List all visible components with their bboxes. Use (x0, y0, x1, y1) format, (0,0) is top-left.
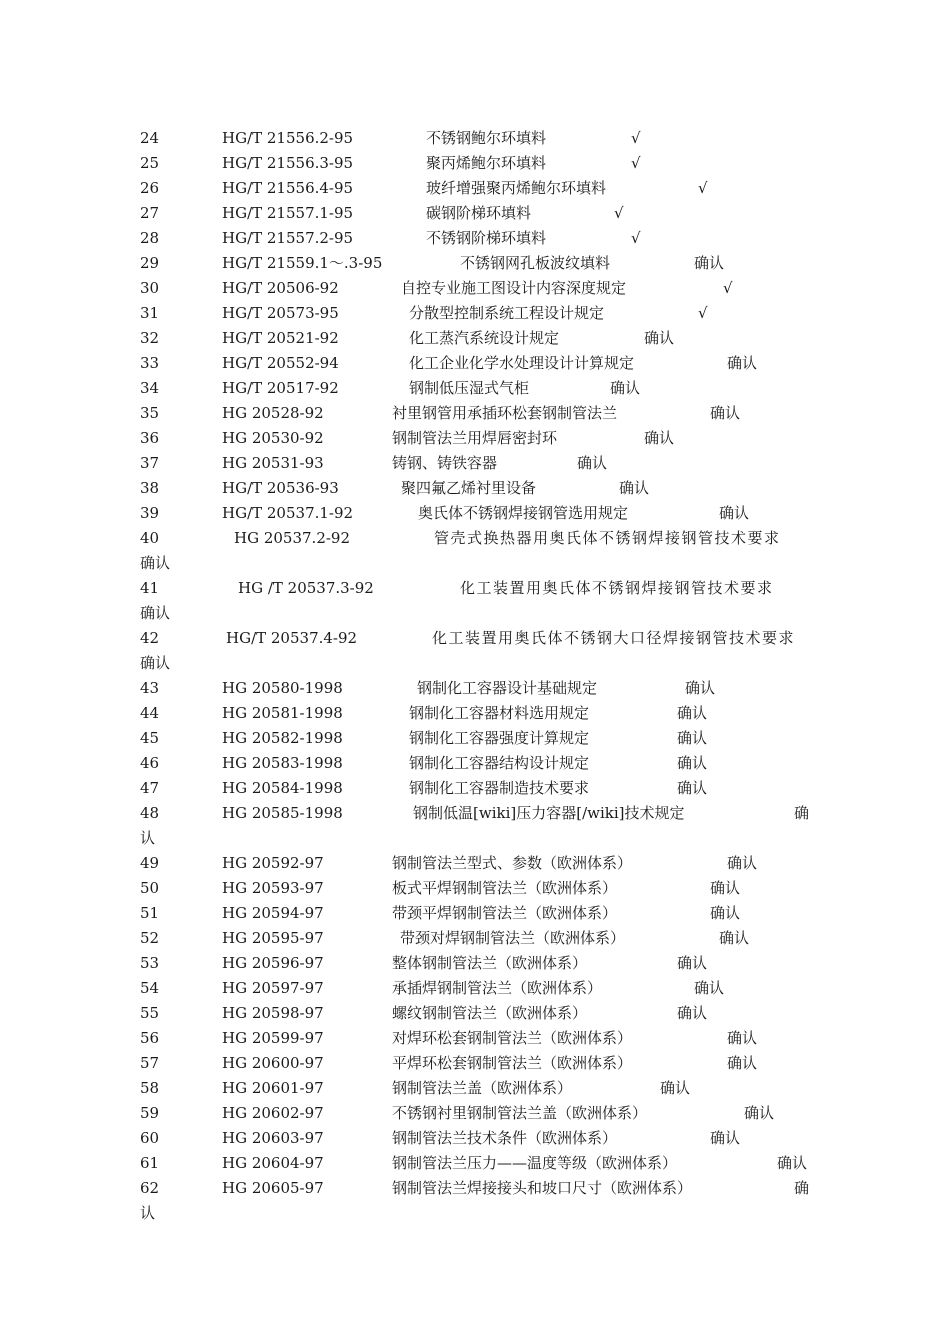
row-number: 59 (140, 1104, 160, 1122)
row-number: 46 (140, 754, 160, 772)
status-mark: √ (631, 154, 641, 172)
status-mark: 确认 (694, 254, 725, 272)
standard-code: HG 20595-97 (222, 929, 324, 947)
row-number: 45 (140, 729, 160, 747)
standard-row (0, 951, 950, 976)
status-continuation: 认 (140, 829, 156, 847)
standard-title: 钢制化工容器设计基础规定 (417, 679, 598, 697)
standard-title: 钢制管法兰用焊唇密封环 (392, 429, 558, 447)
row-number: 41 (140, 579, 160, 597)
status-continuation: 确认 (140, 654, 171, 672)
standard-title: 钢制管法兰技术条件（欧洲体系） (392, 1129, 618, 1147)
standard-title: 衬里钢管用承插环松套钢制管法兰 (392, 404, 618, 422)
status-mark: 确 (794, 804, 810, 822)
row-number: 58 (140, 1079, 160, 1097)
standard-title: 整体钢制管法兰（欧洲体系） (392, 954, 588, 972)
standard-code: HG 20582-1998 (222, 729, 343, 747)
standard-code: HG/T 20573-95 (222, 304, 339, 322)
standard-title: 管壳式换热器用奥氏体不锈钢焊接钢管技术要求 (434, 529, 781, 547)
row-number: 31 (140, 304, 160, 322)
standard-code: HG 20530-92 (222, 429, 324, 447)
standard-code: HG 20605-97 (222, 1179, 324, 1197)
standard-row (0, 1026, 950, 1051)
standard-row (0, 901, 950, 926)
standard-title: 不锈钢阶梯环填料 (426, 229, 547, 247)
row-number: 38 (140, 479, 160, 497)
standard-title: 钢制低压湿式气柜 (409, 379, 530, 397)
status-mark: √ (698, 179, 708, 197)
standard-title: 承插焊钢制管法兰（欧洲体系） (392, 979, 603, 997)
standard-row (0, 476, 950, 501)
standard-row (0, 126, 950, 151)
standard-title: 不锈钢网孔板波纹填料 (460, 254, 611, 272)
status-mark: 确认 (577, 454, 608, 472)
standard-title: 奥氏体不锈钢焊接钢管选用规定 (418, 504, 629, 522)
standard-row (0, 326, 950, 351)
standard-row (0, 751, 950, 776)
standard-row (0, 926, 950, 951)
row-number: 51 (140, 904, 160, 922)
standard-code: HG 20600-97 (222, 1054, 324, 1072)
standard-title: 带颈平焊钢制管法兰（欧洲体系） (392, 904, 618, 922)
row-number: 49 (140, 854, 160, 872)
row-number: 57 (140, 1054, 160, 1072)
standard-code: HG 20583-1998 (222, 754, 343, 772)
standard-row (0, 151, 950, 176)
standard-row (0, 201, 950, 226)
status-mark: 确认 (710, 1129, 741, 1147)
row-number: 30 (140, 279, 160, 297)
standard-code: HG/T 20517-92 (222, 379, 339, 397)
standard-code: HG 20581-1998 (222, 704, 343, 722)
standard-code: HG 20604-97 (222, 1154, 324, 1172)
standard-code: HG/T 20537.4-92 (226, 629, 358, 647)
standard-row (0, 301, 950, 326)
row-number: 25 (140, 154, 160, 172)
status-mark: 确认 (710, 879, 741, 897)
standard-title: 带颈对焊钢制管法兰（欧洲体系） (400, 929, 626, 947)
status-mark: 确认 (677, 729, 708, 747)
status-mark: 确认 (644, 429, 675, 447)
standard-row (0, 376, 950, 401)
row-number: 37 (140, 454, 160, 472)
status-mark: √ (698, 304, 708, 322)
row-number: 43 (140, 679, 160, 697)
standard-code: HG 20592-97 (222, 854, 324, 872)
standard-code: HG /T 20537.3-92 (238, 579, 374, 597)
standard-code: HG 20601-97 (222, 1079, 324, 1097)
standard-code: HG 20537.2-92 (234, 529, 351, 547)
standard-code: HG/T 21556.3-95 (222, 154, 354, 172)
standard-code: HG/T 20506-92 (222, 279, 339, 297)
standard-row (0, 1051, 950, 1076)
standard-row (0, 526, 950, 551)
standard-row (0, 251, 950, 276)
status-mark: 确认 (744, 1104, 775, 1122)
row-number: 29 (140, 254, 160, 272)
standard-code: HG/T 20552-94 (222, 354, 339, 372)
standard-code: HG/T 20521-92 (222, 329, 339, 347)
standard-row (0, 1126, 950, 1151)
row-number: 36 (140, 429, 160, 447)
standard-row (0, 776, 950, 801)
standard-row (0, 501, 950, 526)
row-number: 34 (140, 379, 160, 397)
status-mark: √ (614, 204, 624, 222)
status-mark: 确认 (677, 779, 708, 797)
row-number: 55 (140, 1004, 160, 1022)
standard-code: HG 20596-97 (222, 954, 324, 972)
standard-row (0, 351, 950, 376)
row-number: 56 (140, 1029, 160, 1047)
standard-code: HG 20585-1998 (222, 804, 343, 822)
row-number: 42 (140, 629, 160, 647)
row-number: 33 (140, 354, 160, 372)
standard-code: HG/T 21557.2-95 (222, 229, 354, 247)
status-mark: 确认 (694, 979, 725, 997)
standard-code: HG 20584-1998 (222, 779, 343, 797)
standard-code: HG 20531-93 (222, 454, 324, 472)
standard-row (0, 176, 950, 201)
standard-row (0, 576, 950, 601)
standard-code: HG 20599-97 (222, 1029, 324, 1047)
row-number: 28 (140, 229, 160, 247)
standard-row (0, 626, 950, 651)
status-mark: 确认 (677, 754, 708, 772)
standard-code: HG 20594-97 (222, 904, 324, 922)
status-mark: 确认 (719, 504, 750, 522)
row-number: 26 (140, 179, 160, 197)
standard-row (0, 426, 950, 451)
status-mark: 确认 (677, 1004, 708, 1022)
standard-row (0, 876, 950, 901)
row-number: 62 (140, 1179, 160, 1197)
row-number: 40 (140, 529, 160, 547)
status-mark: 确 (794, 1179, 810, 1197)
standard-code: HG 20580-1998 (222, 679, 343, 697)
status-mark: 确认 (677, 954, 708, 972)
status-mark: 确认 (727, 854, 758, 872)
row-number: 60 (140, 1129, 160, 1147)
standard-code: HG 20597-97 (222, 979, 324, 997)
row-number: 61 (140, 1154, 160, 1172)
status-mark: 确认 (777, 1154, 808, 1172)
standard-row (0, 1101, 950, 1126)
standard-row (0, 801, 950, 826)
status-mark: 确认 (710, 404, 741, 422)
standard-title: 聚四氟乙烯衬里设备 (401, 479, 537, 497)
standard-code: HG 20528-92 (222, 404, 324, 422)
row-number: 44 (140, 704, 160, 722)
standard-code: HG 20602-97 (222, 1104, 324, 1122)
row-number: 47 (140, 779, 160, 797)
standard-row (0, 976, 950, 1001)
standard-title: 聚丙烯鲍尔环填料 (426, 154, 547, 172)
standard-row (0, 401, 950, 426)
row-number: 53 (140, 954, 160, 972)
standard-title: 化工企业化学水处理设计计算规定 (409, 354, 635, 372)
standard-title: 钢制管法兰焊接接头和坡口尺寸（欧洲体系） (392, 1179, 693, 1197)
standard-code: HG/T 20537.1-92 (222, 504, 354, 522)
standard-title: 铸钢、铸铁容器 (392, 454, 498, 472)
standard-title: 不锈钢鲍尔环填料 (426, 129, 547, 147)
standard-code: HG/T 21559.1～.3-95 (222, 254, 383, 272)
row-number: 52 (140, 929, 160, 947)
status-mark: √ (631, 129, 641, 147)
standard-row (0, 1076, 950, 1101)
row-number: 35 (140, 404, 160, 422)
status-mark: √ (631, 229, 641, 247)
standard-title: 自控专业施工图设计内容深度规定 (401, 279, 627, 297)
standard-code: HG/T 21556.2-95 (222, 129, 354, 147)
standard-row (0, 1176, 950, 1201)
standard-title: 化工装置用奥氏体不锈钢焊接钢管技术要求 (460, 579, 774, 597)
status-mark: 确认 (719, 929, 750, 947)
standard-row (0, 1001, 950, 1026)
standard-code: HG/T 21557.1-95 (222, 204, 354, 222)
row-number: 27 (140, 204, 160, 222)
standard-title: 对焊环松套钢制管法兰（欧洲体系） (392, 1029, 633, 1047)
standard-title: 分散型控制系统工程设计规定 (409, 304, 605, 322)
status-continuation: 确认 (140, 604, 171, 622)
row-number: 24 (140, 129, 160, 147)
standard-title: 螺纹钢制管法兰（欧洲体系） (392, 1004, 588, 1022)
standard-title: 板式平焊钢制管法兰（欧洲体系） (392, 879, 618, 897)
standard-title: 玻纤增强聚丙烯鲍尔环填料 (426, 179, 607, 197)
standard-title: 钢制化工容器强度计算规定 (409, 729, 590, 747)
standard-title: 钢制低温[wiki]压力容器[/wiki]技术规定 (413, 804, 685, 822)
status-mark: 确认 (727, 1029, 758, 1047)
status-mark: √ (723, 279, 733, 297)
status-mark: 确认 (619, 479, 650, 497)
standard-row (0, 676, 950, 701)
standard-title: 化工装置用奥氏体不锈钢大口径焊接钢管技术要求 (432, 629, 796, 647)
standard-code: HG 20593-97 (222, 879, 324, 897)
row-number: 39 (140, 504, 160, 522)
standard-title: 钢制管法兰压力——温度等级（欧洲体系） (392, 1154, 678, 1172)
standard-title: 钢制化工容器材料选用规定 (409, 704, 590, 722)
standard-code: HG 20598-97 (222, 1004, 324, 1022)
status-continuation: 确认 (140, 554, 171, 572)
standard-row (0, 851, 950, 876)
status-mark: 确认 (710, 904, 741, 922)
status-mark: 确认 (644, 329, 675, 347)
status-continuation: 认 (140, 1204, 156, 1222)
standard-code: HG/T 21556.4-95 (222, 179, 354, 197)
standard-code: HG/T 20536-93 (222, 479, 339, 497)
standard-title: 钢制管法兰盖（欧洲体系） (392, 1079, 573, 1097)
status-mark: 确认 (610, 379, 641, 397)
status-mark: 确认 (677, 704, 708, 722)
row-number: 50 (140, 879, 160, 897)
row-number: 32 (140, 329, 160, 347)
standard-title: 钢制管法兰型式、参数（欧洲体系） (392, 854, 633, 872)
standard-row (0, 701, 950, 726)
standard-title: 不锈钢衬里钢制管法兰盖（欧洲体系） (392, 1104, 648, 1122)
standard-title: 化工蒸汽系统设计规定 (409, 329, 560, 347)
row-number: 54 (140, 979, 160, 997)
standard-row (0, 1151, 950, 1176)
status-mark: 确认 (727, 354, 758, 372)
status-mark: 确认 (727, 1054, 758, 1072)
row-number: 48 (140, 804, 160, 822)
standard-row (0, 451, 950, 476)
standard-code: HG 20603-97 (222, 1129, 324, 1147)
status-mark: 确认 (685, 679, 716, 697)
standard-row (0, 276, 950, 301)
standard-title: 平焊环松套钢制管法兰（欧洲体系） (392, 1054, 633, 1072)
standard-row (0, 226, 950, 251)
standard-row (0, 726, 950, 751)
standard-title: 钢制化工容器结构设计规定 (409, 754, 590, 772)
status-mark: 确认 (660, 1079, 691, 1097)
standard-title: 钢制化工容器制造技术要求 (409, 779, 590, 797)
standard-title: 碳钢阶梯环填料 (426, 204, 532, 222)
